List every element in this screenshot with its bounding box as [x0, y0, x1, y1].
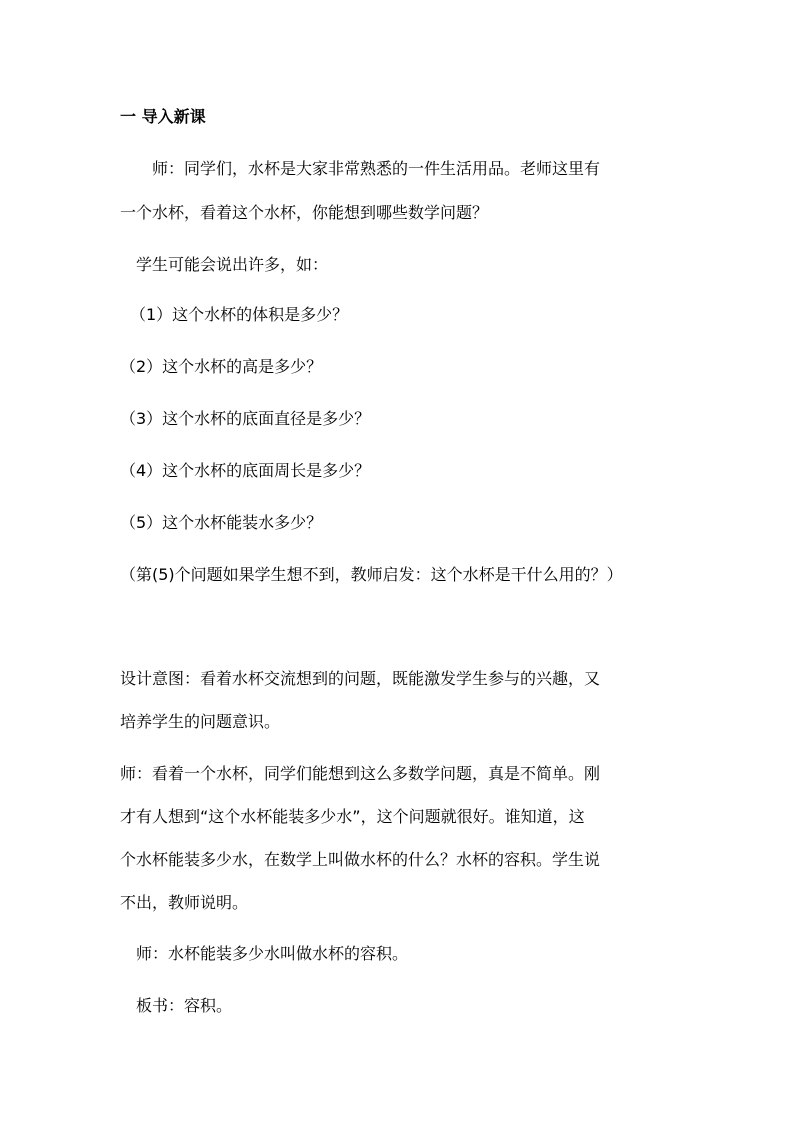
design-intent-line2: 培养学生的问题意识。 [120, 712, 281, 731]
blackboard-note: 板书：容积。 [136, 996, 233, 1015]
volume-definition: 师：水杯能装多少水叫做水杯的容积。 [136, 944, 409, 963]
question-item-2: （2）这个水杯的高是多少？ [120, 357, 323, 376]
teacher-hint-note: （第(5)个问题如果学生想不到，教师启发：这个水杯是干什么用的？） [120, 565, 623, 584]
question-item-3: （3）这个水杯的底面直径是多少？ [120, 409, 371, 428]
section-heading: 一 导入新课 [120, 107, 206, 126]
question-item-5: （5）这个水杯能装水多少？ [120, 513, 323, 532]
question-item-1: （1）这个水杯的体积是多少？ [130, 305, 349, 324]
student-intro-text: 学生可能会说出许多，如： [136, 255, 329, 274]
teacher-paragraph-line3: 个水杯能装多少水，在数学上叫做水杯的什么？水杯的容积。学生说 [120, 850, 601, 869]
teacher-paragraph-line1: 师：看着一个水杯，同学们能想到这么多数学问题，真是不简单。刚 [120, 764, 601, 783]
question-item-4: （4）这个水杯的底面周长是多少？ [120, 461, 371, 480]
paragraph-teacher-intro-line1: 师：同学们，水杯是大家非常熟悉的一件生活用品。老师这里有 [152, 159, 601, 178]
paragraph-teacher-intro-line2: 一个水杯，看着这个水杯，你能想到哪些数学问题？ [120, 203, 489, 222]
design-intent-line1: 设计意图：看着水杯交流想到的问题，既能激发学生参与的兴趣，又 [120, 669, 601, 688]
teacher-paragraph-line2: 才有人想到“这个水杯能装多少水”，这个问题就很好。谁知道，这 [120, 807, 585, 826]
teacher-paragraph-line4: 不出，教师说明。 [120, 893, 249, 912]
